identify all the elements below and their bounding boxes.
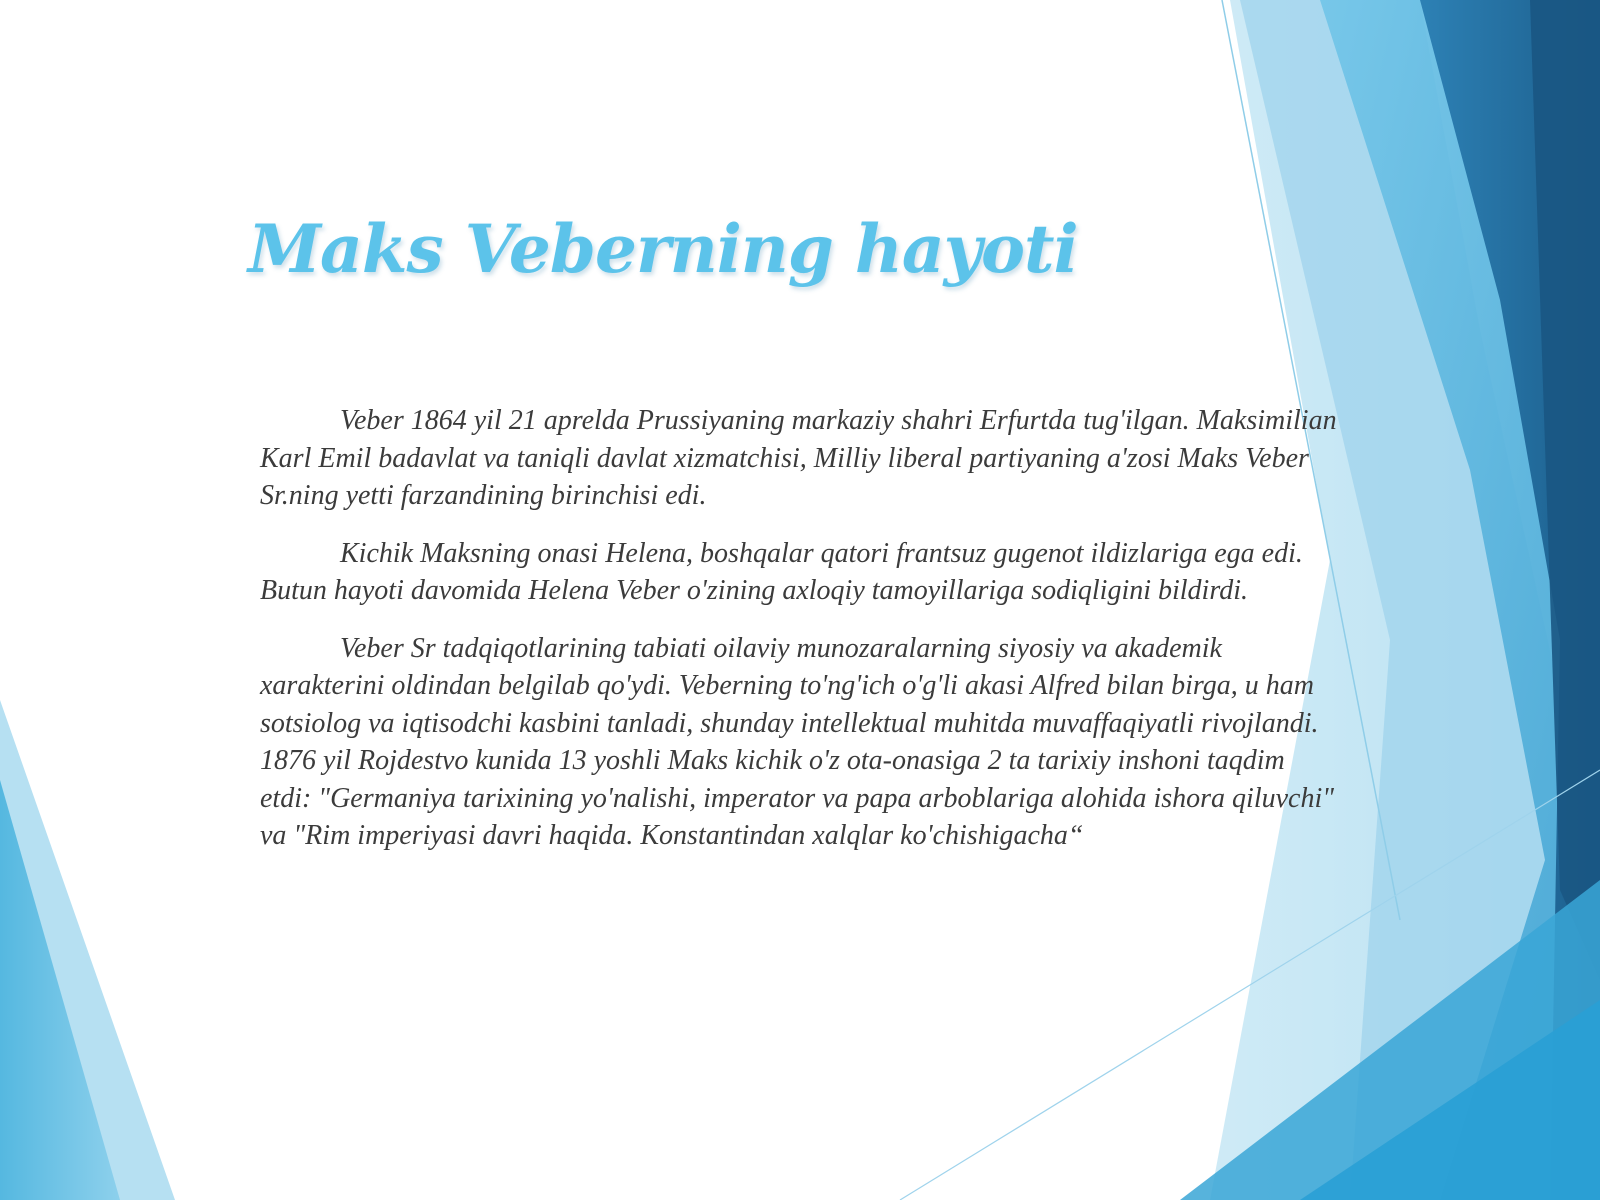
paragraph-1: Veber 1864 yil 21 aprelda Prussiyaning markaziy shahri Erfurtda tug'ilgan. Maksimilian Karl Emil badavlat va taniqli davlat xizmatchisi, Milliy liberal partiyaning a'zosi Maks Veber Sr.ning yetti farzandining birinchisi edi. — [260, 405, 1337, 511]
slide-title: Maks Veberning hayoti — [248, 210, 1078, 288]
paragraph-2: Kichik Maksning onasi Helena, boshqalar qatori frantsuz gugenot ildizlariga ega edi. Butun hayoti davomida Helena Veber o'zining axloqiy tamoyillariga sodiqligini bildirdi. — [260, 537, 1303, 606]
paragraph-3: Veber Sr tadqiqotlarining tabiati oilaviy munozaralarning siyosiy va akademik xarakterini oldindan belgilab qo'ydi. Veberning to'ng'ich o'g'li akasi Alfred bilan birga, u ham sotsiolog va iqtisodchi kasbini tanladi, shunday intellektual muhitda muvaffaqiyatli rivojlandi. 1876 yil Rojdestvo kunida 13 yoshli Maks kichik o'z ota-onasiga 2 ta tarixiy inshoni taqdim etdi: "Germaniya tarixining yo'nalishi, imperator va papa arboblariga alohida ishora qiluvchi" va "Rim imperiyasi davri haqida. Konstantindan xalqlar ko'chishigacha“ — [260, 632, 1334, 851]
left-shape-main — [0, 780, 120, 1200]
slide-body — [260, 402, 1340, 875]
